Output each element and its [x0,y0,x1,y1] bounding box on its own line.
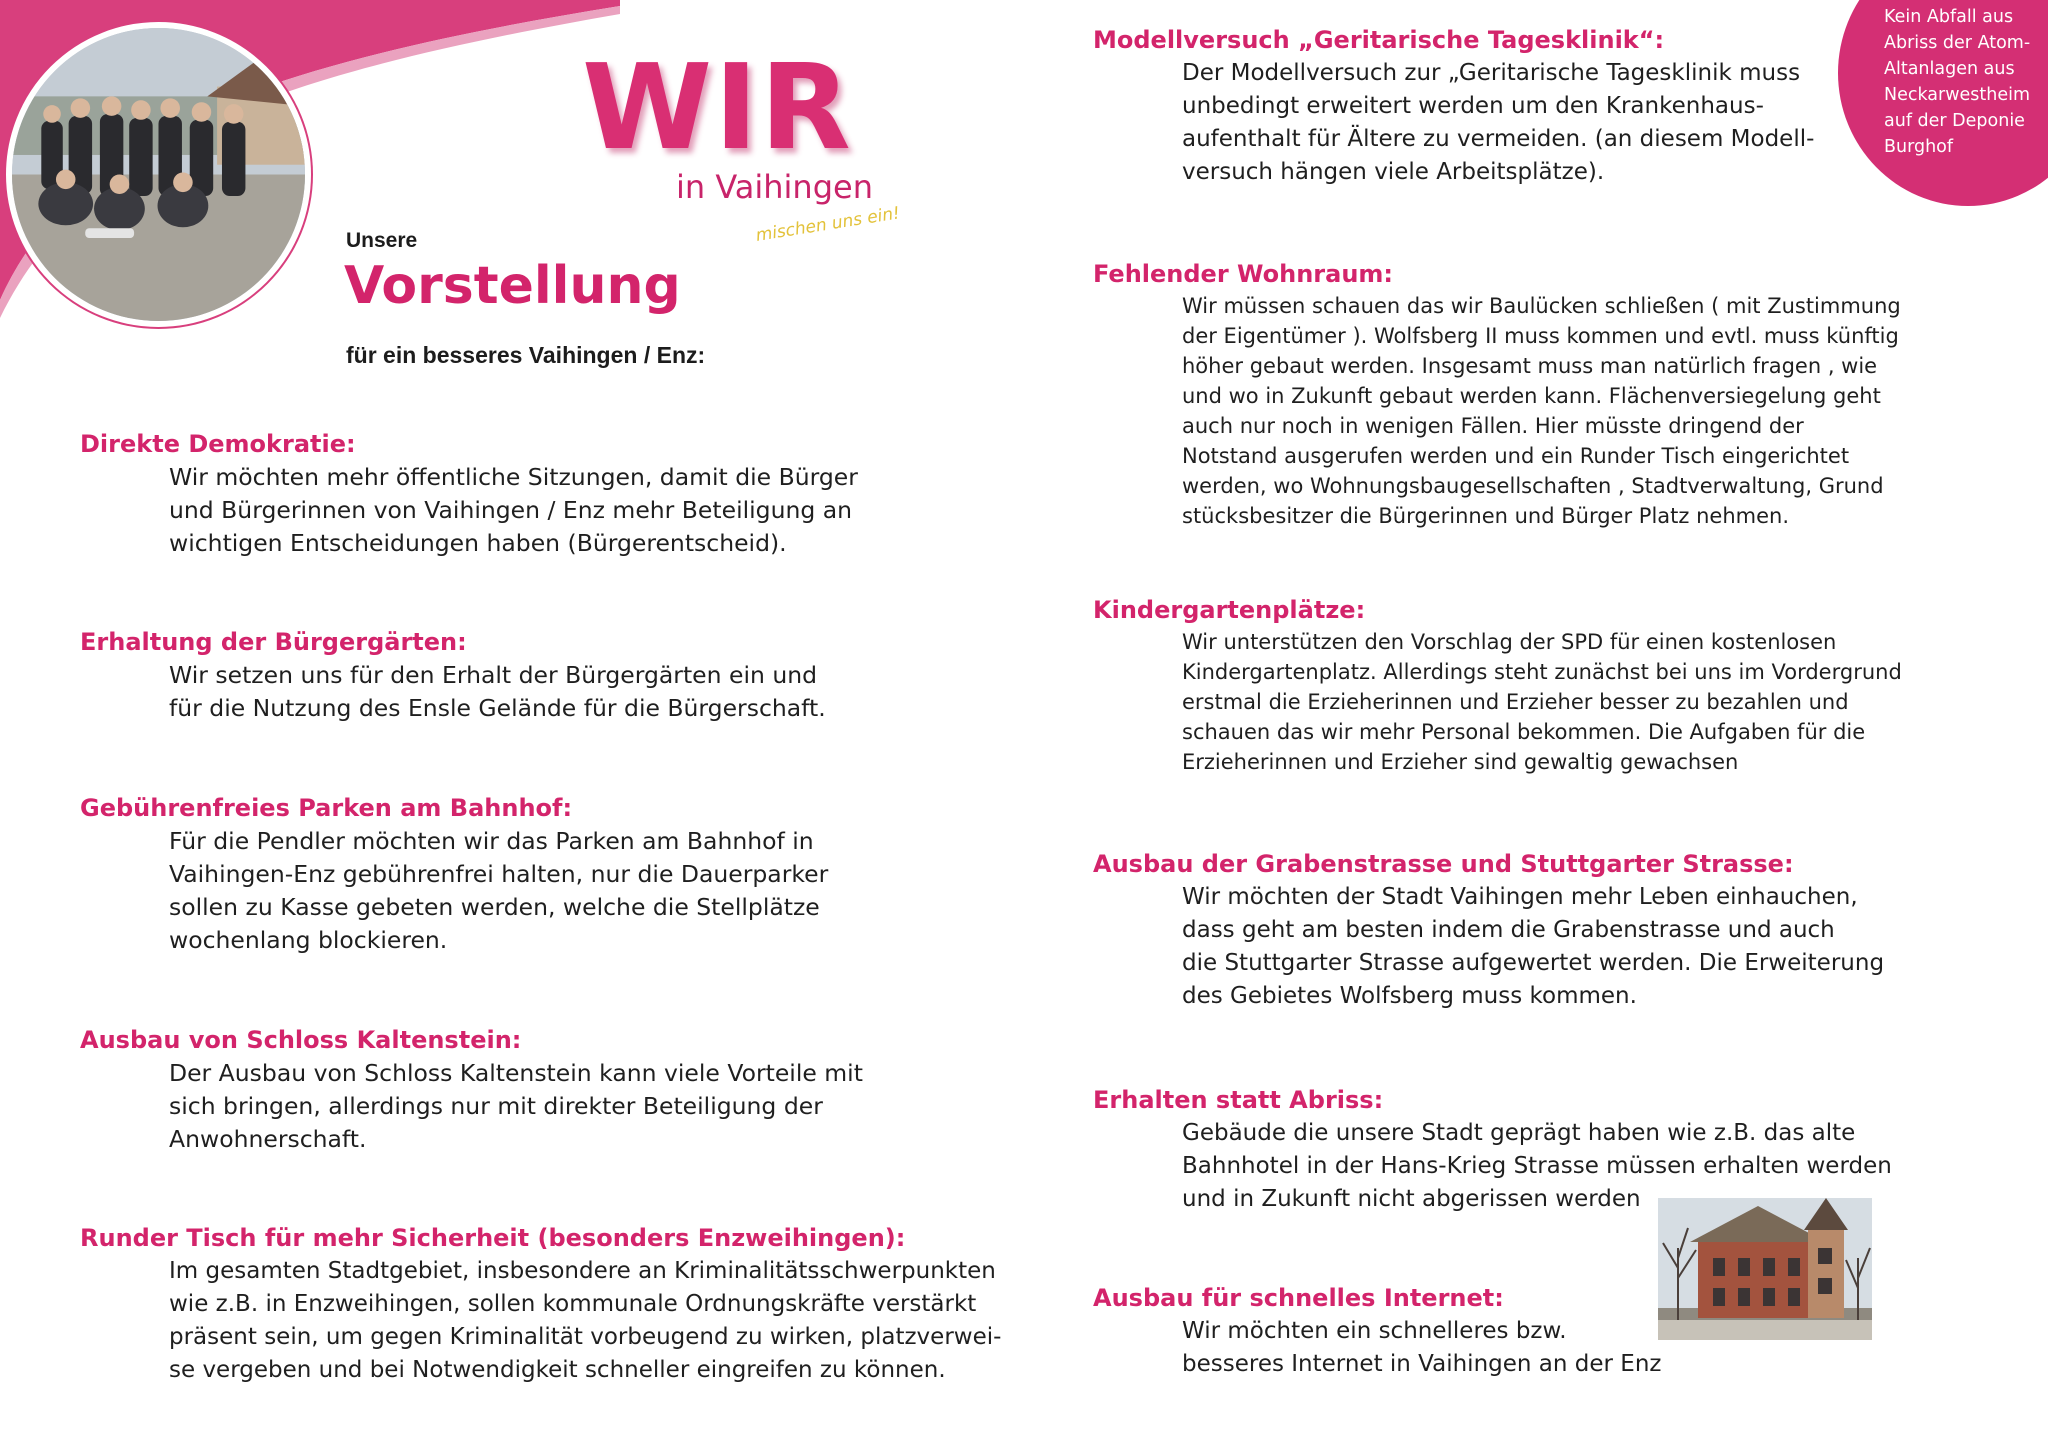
section-title: Kindergartenplätze: [1093,596,1366,624]
logo-wir: WIR [582,38,853,176]
section-title: Erhaltung der Bürgergärten: [80,628,467,656]
section-body: Wir möchten mehr öffentliche Sitzungen, damit die Bürger und Bürgerinnen von Vaihingen / Enz mehr Beteiligung an wichtigen Entscheidungen haben (Bürgerentscheid). [169,463,858,557]
section-title: Fehlender Wohnraum: [1093,260,1394,288]
section-sicherheit [80,1224,1001,1387]
section-title: Runder Tisch für mehr Sicherheit (besonders Enzweihingen): [80,1224,906,1252]
section-body: Wir unterstützen den Vorschlag der SPD für einen kostenlosen Kindergartenplatz. Allerdings steht zunächst bei uns im Vordergrund erstmal die Erzieherinnen und Erzieher besser zu bezahlen und schauen das wir mehr Personal bekommen. Die Aufgaben für die Erzieherinnen und Erzieher sind gewaltig gewachsen [1182,630,1902,774]
section-body: Wir möchten der Stadt Vaihingen mehr Leben einhauchen, dass geht am besten indem die Grabenstrasse und auch die Stuttgarter Strasse aufgewertet werden. Die Erweiterung des Gebietes Wolfsberg muss kommen. [1182,884,1885,1009]
section-title: Ausbau von Schloss Kaltenstein: [80,1026,522,1054]
bahnhotel-photo [1658,1198,1872,1340]
logo-subtitle: in Vaihingen [676,168,873,206]
section-body: Wir setzen uns für den Erhalt der Bürgergärten ein und für die Nutzung des Ensle Gelände für die Bürgerschaft. [169,661,826,722]
section-erhalten-statt-abriss [1093,1086,1892,1216]
section-title: Direkte Demokratie: [80,430,356,458]
section-title: Ausbau für schnelles Internet: [1093,1284,1504,1312]
section-body: Der Modellversuch zur „Geritarische Tagesklinik muss unbedingt erweitert werden um den Krankenhaus- aufenthalt für Ältere zu vermeiden. (an diesem Modell- versuch hängen viele Arbeitsplätze). [1182,60,1815,185]
section-body: Für die Pendler möchten wir das Parken am Bahnhof in Vaihingen-Enz gebührenfrei halten, nur die Dauerparker sollen zu Kasse gebeten werden, welche die Stellplätze wochenlang blockieren. [169,827,829,954]
section-direkte-demokratie [80,430,858,560]
logo-slogan: mischen uns ein! [754,203,902,246]
intro-small: Unsere [346,229,418,252]
section-tagesklinik [1093,26,1814,189]
badge-text: Kein Abfall aus Abriss der Atom-Altanlagen aus Neckarwestheim auf der Deponie Burghof [1884,7,2031,157]
section-buergergaerten [80,628,826,725]
section-title: Gebührenfreies Parken am Bahnhof: [80,794,573,822]
intro-subtitle: für ein besseres Vaihingen / Enz: [346,342,706,368]
section-parken-bahnhof [80,794,828,957]
section-body: Gebäude die unsere Stadt geprägt haben wie z.B. das alte Bahnhotel in der Hans-Krieg Strasse müssen erhalten werden und in Zukunft nicht abgerissen werden [1182,1120,1892,1212]
page-title: Vorstellung [344,256,681,316]
section-title: Ausbau der Grabenstrasse und Stuttgarter Strasse: [1093,850,1794,878]
section-body: Im gesamten Stadtgebiet, insbesondere an Kriminalitätsschwerpunkten wie z.B. in Enzweihingen, sollen kommunale Ordnungskräfte verstärkt präsent sein, um gegen Kriminalität vorbeugend zu wirken, platzverwei- se vergeben und bei Notwendigkeit schneller eingreifen zu können. [169,1258,1002,1383]
section-internet [1093,1284,1661,1381]
group-photo [6,22,311,327]
section-body: Der Ausbau von Schloss Kaltenstein kann viele Vorteile mit sich bringen, allerdings nur mit direkter Beteiligung der Anwohnerschaft. [169,1059,863,1153]
section-kindergarten [1093,596,1902,777]
section-body: Wir möchten ein schnelleres bzw. besseres Internet in Vaihingen an der Enz [1182,1318,1662,1377]
section-grabenstrasse [1093,850,1884,1013]
section-wohnraum [1093,260,1901,531]
section-title: Erhalten statt Abriss: [1093,1086,1384,1114]
section-schloss-kaltenstein [80,1026,863,1156]
section-body: Wir müssen schauen das wir Baulücken schließen ( mit Zustimmung der Eigentümer ). Wolfsberg II muss kommen und evtl. muss künftig höher gebaut werden. Insgesamt muss man natürlich fragen , wie und wo in Zukunft gebaut werden kann. Flächenversiegelung geht auch nur noch in wenigen Fällen. Hier müsste dringend der Notstand ausgerufen werden und ein Runder Tisch eingerichtet werden, wo Wohnungsbaugesellschaften , Stadtverwaltung, Grund stücksbesitzer die Bürgerinnen und Bürger Platz nehmen. [1182,294,1901,528]
section-title: Modellversuch „Geritarische Tagesklinik“: [1093,26,1665,54]
